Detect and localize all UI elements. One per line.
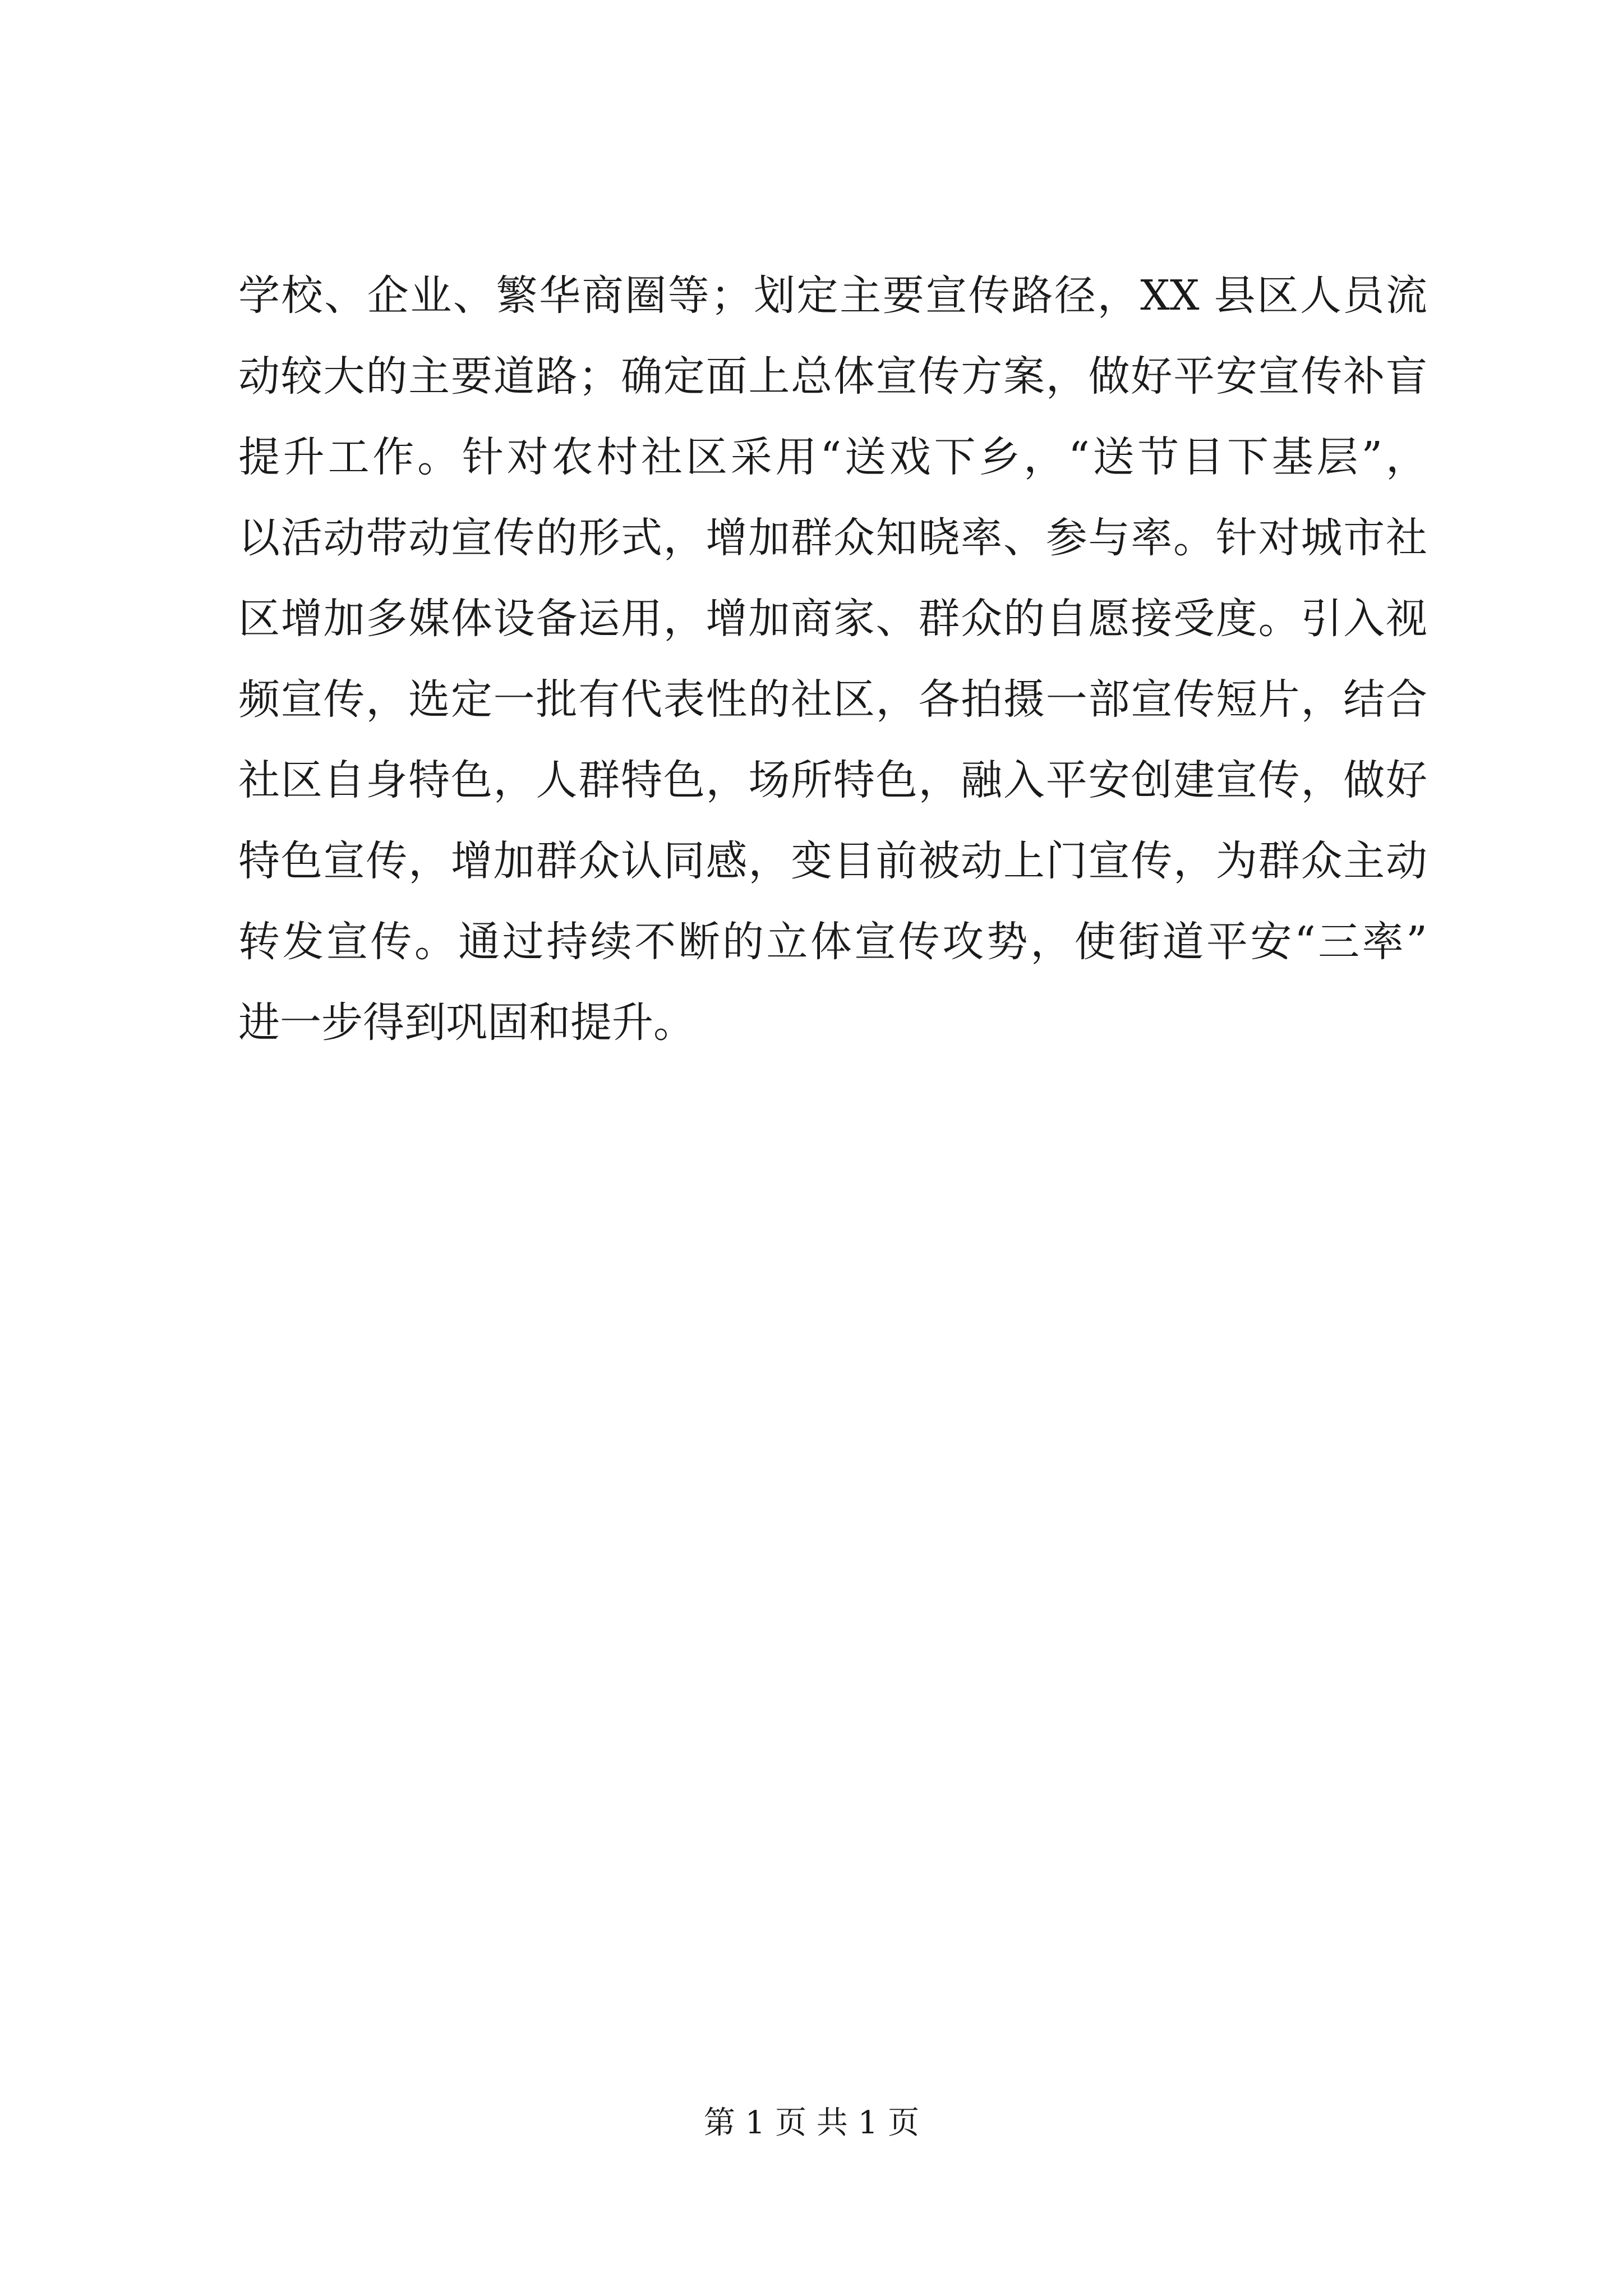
- text-line: 动较大的主要道路；确定面上总体宣传方案，做好平安宣传补盲: [238, 352, 1427, 401]
- text-line: 区增加多媒体设备运用，增加商家、群众的自愿接受度。引入视: [238, 595, 1427, 643]
- page-number-footer: 第 1 页 共 1 页: [703, 2105, 920, 2141]
- body-paragraph: [238, 255, 1427, 1063]
- text-line: 转发宣传。通过持续不断的立体宣传攻势，使街道平安“三率”: [238, 918, 1427, 966]
- text-line: 提升工作。针对农村社区采用“送戏下乡，“送节目下基层”，: [238, 433, 1427, 481]
- text-line: 学校、企业、繁华商圈等；划定主要宣传路径，XX 县区人员流: [238, 272, 1427, 320]
- text-line: 频宣传，选定一批有代表性的社区，各拍摄一部宣传短片，结合: [238, 675, 1427, 724]
- text-line: 进一步得到巩固和提升。: [238, 999, 695, 1047]
- text-line: 特色宣传，增加群众认同感，变目前被动上门宣传，为群众主动: [238, 837, 1427, 885]
- text-line: 社区自身特色，人群特色，场所特色，融入平安创建宣传，做好: [238, 756, 1427, 804]
- text-line: 以活动带动宣传的形式，增加群众知晓率、参与率。针对城市社: [238, 514, 1427, 562]
